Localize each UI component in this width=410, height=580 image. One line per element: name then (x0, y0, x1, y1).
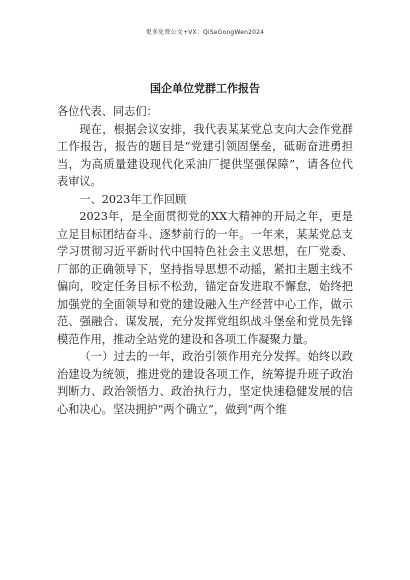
subsection-paragraph: （一）过去的一年，政治引领作用充分发挥。始终以政治建设为统领，推进党的建设各项工作，统筹提升班子政治判断力、政治领悟力、政治执行力，坚定快速稳健发展的信心和决心。坚决拥护“两个确立”，做到“两个维 (57, 350, 353, 416)
document-title: 国企单位党群工作报告 (150, 82, 260, 95)
salutation: 各位代表、同志们： (57, 105, 158, 118)
section-heading: 一、2023年工作回顾 (79, 192, 187, 206)
section-paragraph: 2023年，是全面贯彻党的XX大精神的开局之年，更是立足目标团结奋斗、逐梦前行的一年。一年来，某某党总支学习贯彻习近平新时代中国特色社会主义思想，在厂党委、厂部的正确领导下，坚持指导思想不动摇，紧扣主题主线不偏向，咬定任务目标不松劲，锚定奋发进取不懈怠，始终把加强党的全面领导和党的建设融入生产经营中心工作，做示范、强融合、谋发展，充分发挥党组织战斗堡垒和党员先锋模范作用，推动全站党的建设和各项工作凝聚力量。 (57, 210, 353, 346)
intro-paragraph: 现在，根据会议安排，我代表某某党总支向大会作党群工作报告，报告的题目是“党建引领固堡垒，砥砺奋进勇担当，为高质量建设现代化采油厂提供坚强保障”，请各位代表审议。 (57, 122, 353, 188)
document-body (57, 103, 353, 418)
header-note: 更多免费公文+VX：QiSeGongWen2024 (145, 29, 265, 36)
